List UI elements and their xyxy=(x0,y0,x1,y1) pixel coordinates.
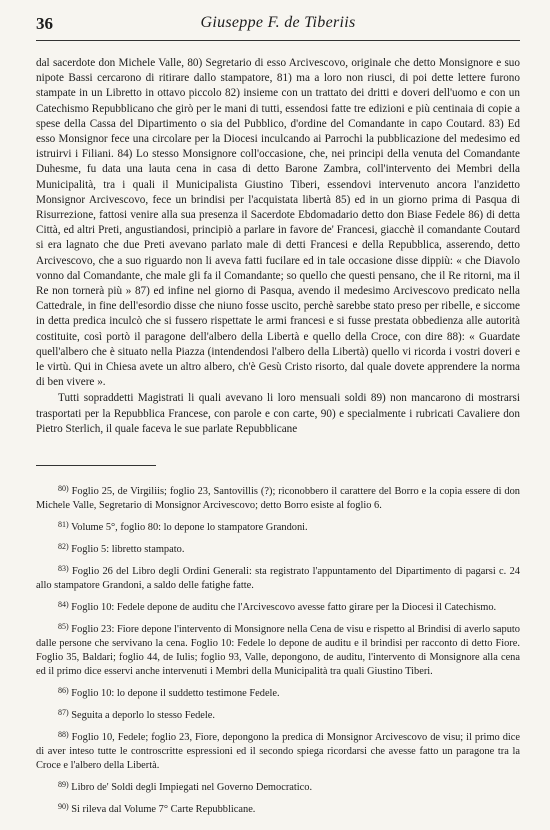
body-paragraph-1: dal sacerdote don Michele Valle, 80) Segretario di esso Arcivescovo, originale che detto Monsignore e suo nipote Bassi cercarono di ritirare dallo stampatore, 81) ma a loro non riusci, di poi dette lettere furono stampate in un Libretto in ottavo piccolo 82) insieme con un trattato dei dritti e doveri dell'uomo e con un Catechismo Repubblicano che girò per le mani di tutti, essendosi fatte tre edizioni e più centinaia di copie a spese della Cassa del Dipartimento o sia del Pubblico, d'ordine del Comandante in capo Coutard. 83) Ed esso Monsignor fece una circolare per la Diocesi inculcando ai Parrochi la pubblicazione del medesimo ed istruirvi i Filiani. 84) Lo stesso Monsignore coll'occasione, che, nei principi della venuta del Comandante Duhesme, fu data una lauta cena in casa di detto Barone Zambra, coll'intervento dei Membri della Municipalità, tra i quali il Municipalista Giustino Tiberi, essendovi intervenuto ancora l'anzidetto Monsignor Arcivescovo, fece un brindisi per l'acquistata libertà 85) ed in un giorno prima di Pasqua di Risurrezione, fattosi venire alla sua presenza il Sacerdote Ebdomadario detto don Biase Fedele 86) di detta Città, ed altri Preti, angustiandosi, principiò a parlare in favore de' Francesi, giacchè il comandante Coutard si era lagnato che due Preti avevano parlato male di detti Francesi e della Repubblica, asserendo, detto Arcivescovo, che a suo riguardo non li aveva fatti fucilare ed in tale occasione disse dippiù: « che Diavolo vonno dal Comandante, che male gli fa il Comandante; so quello che questi pensano, che il Re ritorni, ma il Re non tornerà più » 87) ed infine nel giorno di Pasqua, avendo il medesimo Arcivescovo predicato nella Cattedrale, in fine dell'esordio disse che niuno fosse uscito, perchè sarebbe stato preso per ribelle, e siccome in detta predica inculcò che si fussero rispettate le armi francesi e si fusse prestata obbedienza alle autorità costituite, così portò il paragone dell'albero della Libertà e quello della Croce, con dire 88): « Guardate quell'albero che è situato nella Piazza (intendendosi l'albero della Libertà) quello vi ricorda i vostri doveri e le virtù. Qui in Chiesa avete un altro albero, ch'è Gesù Cristo risorto, dal quale dovete apprendere la norma di ben vivere ». xyxy=(36,57,520,389)
footnote-84: $^{84)}$ Foglio 10: Fedele depone de auditu che l'Arcivescovo avesse fatto girare per la Diocesi il Catechismo. xyxy=(58,600,497,613)
footnote-89: $^{89)}$ Libro de' Soldi degli Impiegati nel Governo Democratico. xyxy=(58,780,313,793)
footnotes xyxy=(36,482,520,822)
header-rule xyxy=(36,40,520,41)
footnote-83: $^{83)}$ Foglio 26 del Libro degli Ordini Generali: sta registrato l'appuntamento del Dipartimento di pagarsi c. 24 allo stampatore Grandoni, a saldo delle fatighe fatte. xyxy=(36,564,520,591)
running-head: Giuseppe F. de Tiberiis xyxy=(200,14,356,31)
footnote-86: $^{86)}$ Foglio 10: lo depone il suddetto testimone Fedele. xyxy=(58,686,280,699)
footnote-88: $^{88)}$ Foglio 10, Fedele; foglio 23, Fiore, depongono la predica di Monsignor Arcivescovo de visu; il primo dice di aver inteso tutte le controscritte espressioni ed il secondo spiega ricordarsi che avesse fatto un paragone tra la Croce e l'albero della Libertà. xyxy=(36,730,520,771)
page-header xyxy=(36,14,520,38)
body-text xyxy=(36,56,520,437)
footnote-80: $^{80)}$ Foglio 25, de Virgiliis; foglio 23, Santovillis (?); riconobbero il carattere del Borro e la copia essere di don Michele Valle, Segretario di Monsignor Arcivescovo; detto Borro esiste al foglio 6. xyxy=(36,484,520,511)
footnote-81: $^{81)}$ Volume 5°, foglio 80: lo depone lo stampatore Grandoni. xyxy=(58,520,308,533)
footnote-90: $^{90)}$ Si rileva dal Volume 7° Carte Repubblicane. xyxy=(58,802,256,815)
page-number: 36 xyxy=(36,14,53,33)
footnote-85: $^{85)}$ Foglio 23: Fiore depone l'intervento di Monsignore nella Cena de visu e rispetto al Brindisi di averlo saputo dalle persone che servivano la cena. Foglio 10: Fedele lo depone de auditu e il brindisi per racconto di detto Fiore. Foglio 35, Baldari; foglio 44, de Iulis; foglio 93, Valle, depongono, de auditu, l'intervento di Monsignore alla cena ed il primo dice esservi anche intervenuti i Membri della Municipalità tra quali Giustino Tiberi. xyxy=(36,622,520,677)
footnote-separator xyxy=(36,465,156,466)
body-paragraph-2: Tutti sopraddetti Magistrati li quali avevano li loro mensuali soldi 89) non mancarono di mostrarsi trasportati per la Repubblica Francese, con parole e con carte, 90) e specialmente i rubricati Cavaliere don Pietro Sterlich, il quale faceva le sue parlate Repubblicane xyxy=(36,392,520,435)
footnote-87: $^{87)}$ Seguita a deporlo lo stesso Fedele. xyxy=(58,708,215,721)
footnote-82: $^{82)}$ Foglio 5: libretto stampato. xyxy=(58,542,185,555)
